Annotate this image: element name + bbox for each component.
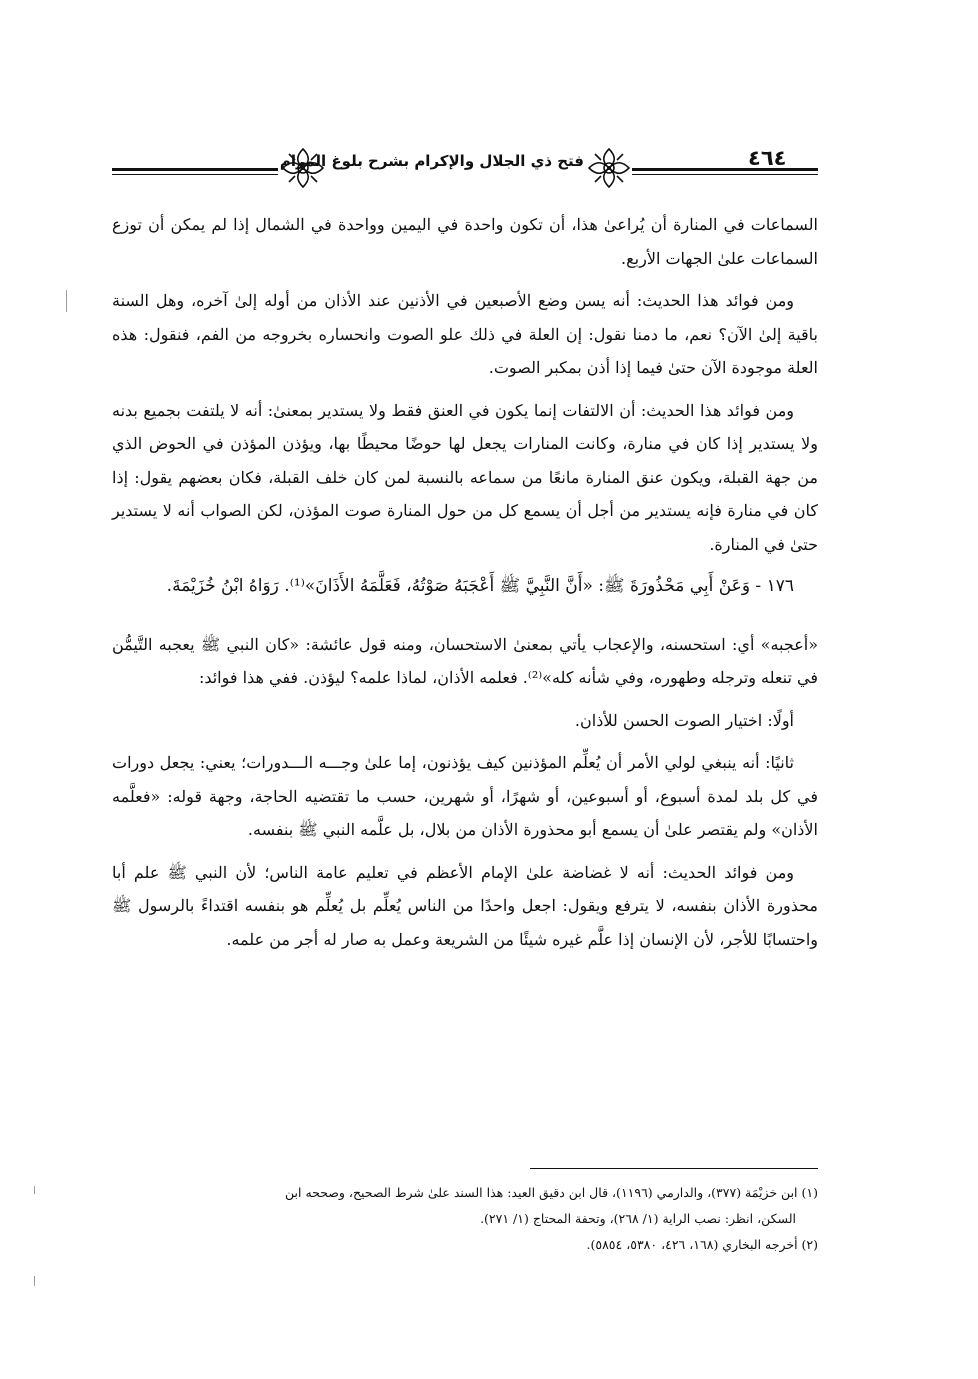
footnote: (٢) أخرجه البخاري (١٦٨، ٤٢٦، ٥٣٨٠، ٥٨٥٤).: [586, 1237, 818, 1252]
book-title: فتح ذي الجلال والإكرام بشرح بلوغ المرام: [279, 152, 584, 170]
page-body: [112, 208, 818, 965]
paragraph: «أعجبه» أي: استحسنه، والإعجاب يأتي بمعنىٰ الاستحسان، ومنه قول عائشة: «كان النبي ﷺ يعجبه التَّيمُّن في تنعله وترجله وطهوره، وفي شأنه كله»⁽²⁾. فعلمه الأذان، لماذا علمه؟ ليؤذن. ففي هذا فوائد:: [112, 634, 818, 687]
footnote: (١) ابن خزيْمَة (٣٧٧)، والدارمي (١١٩٦)، قال ابن دقيق العيد: هذا السند علىٰ شرط الصحيح، وصححه ابن: [285, 1185, 818, 1200]
scan-speck: [66, 290, 67, 312]
paragraph: ثانيًا: أنه ينبغي لولي الأمر أن يُعلِّم المؤذنين كيف يؤذنون، إما علىٰ وجـــه الـــدورات؛ يعني: يجعل دورات في كل بلد لمدة أسبوع، أو أسبوعين، أو شهرًا، أو شهرين، حسب ما تقتضيه الحاجة، وجهة قوله: «فعلَّمه الأذان» ولم يقتصر علىٰ أن يسمع أبو محذورة الأذان من بلال، بل علَّمه النبي ﷺ بنفسه.: [112, 753, 819, 839]
paragraph: السماعات في المنارة أن يُراعىٰ هذا، أن تكون واحدة في اليمين وواحدة في الشمال إذا لم يمكن أن توزع السماعات علىٰ الجهات الأربع.: [112, 215, 818, 268]
footnote: السكن، انظر: نصب الراية (١/ ٢٦٨)، وتحفة المحتاج (١/ ٢٧١).: [480, 1211, 796, 1226]
paragraph: ومن فوائد هذا الحديث: أن الالتفات إنما يكون في العنق فقط ولا يستدير بمعنىٰ: أنه لا يلتفت بجميع بدنه ولا يستدير إذا كان في منارة، وكانت المنارات يجعل لها حوضًا محيطًا بها، ويؤذن المؤذن في الحوض الذي من جهة القبلة، ويكون عنق المنارة مانعًا من سماعه بالنسبة لمن كان خلف القبلة، فكان بعضهم يقول: إذا كان في منارة فإنه يستدير من أجل أن يسمع كل من حول المنارة صوت المؤذن، لكن الصواب أنه لا يستدير حتىٰ في المنارة.: [112, 400, 818, 554]
paragraph: أولًا: اختيار الصوت الحسن للأذان.: [574, 710, 794, 730]
scan-speck: [34, 1276, 35, 1286]
floral-ornament-icon: [586, 146, 632, 190]
header-rule-left: [112, 168, 278, 171]
paragraph: ومن فوائد هذا الحديث: أنه يسن وضع الأصبعين في الأذنين عند الأذان من أوله إلىٰ آخره، وهل السنة باقية إلىٰ الآن؟ نعم، ما دمنا نقول: إن العلة في ذلك علو الصوت وانحساره بخروجه من الفم، فنقول: هذه العلة موجودة الآن حتىٰ فيما إذا أذن بمكبر الصوت.: [112, 291, 818, 377]
footnotes: [112, 1180, 818, 1258]
paragraph: ومن فوائد الحديث: أنه لا غضاضة علىٰ الإمام الأعظم في تعليم عامة الناس؛ لأن النبي ﷺ علم أبا محذورة الأذان بنفسه، لا يترفع ويقول: اجعل واحدًا من الناس يُعلِّم بل يُعلِّم هو بنفسه اقتداءً بالرسول ﷺ واحتسابًا للأجر، لأن الإنسان إذا علَّم غيره شيئًا من الشريعة وعمل به صار له أجر من علمه.: [112, 862, 818, 949]
page-number: ٤٦٤: [748, 146, 787, 170]
scan-speck: [34, 1186, 35, 1194]
footnote-separator: [530, 1168, 818, 1169]
hadith-text: ١٧٦ - وَعَنْ أَبِي مَحْذُورَةَ ﷺ: «أَنَّ النَّبِيَّ ﷺ أَعْجَبَهُ صَوْتُهُ، فَعَلَّمَهُ الأَذَانَ»⁽¹⁾. رَوَاهُ ابْنُ خُزَيْمَةَ.: [166, 576, 794, 596]
page-header: [112, 142, 818, 192]
